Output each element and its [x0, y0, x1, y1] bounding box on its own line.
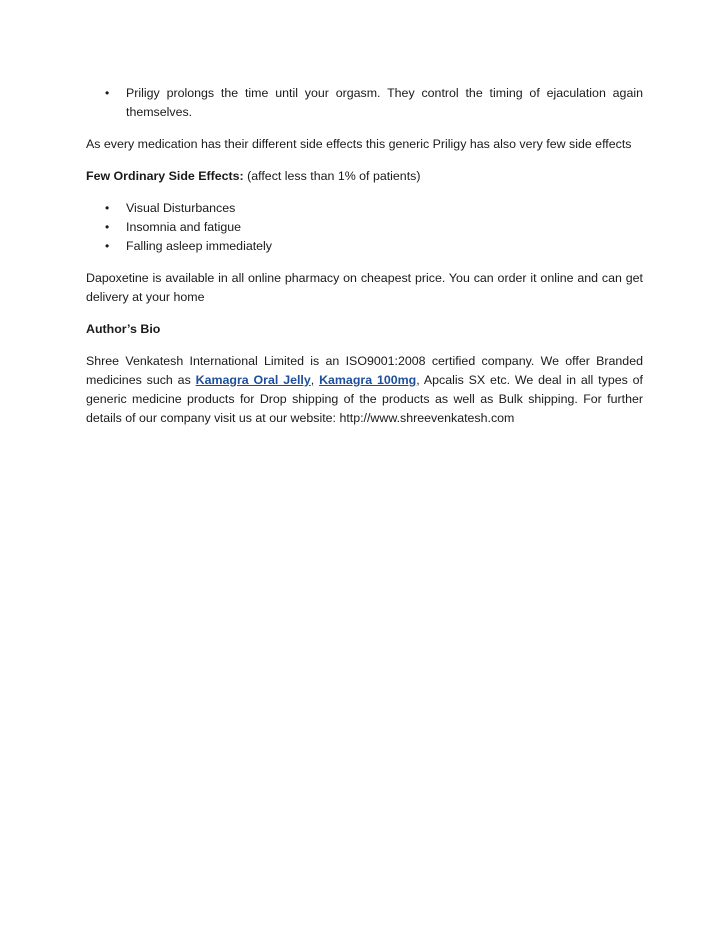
bullet-icon: •	[105, 239, 110, 253]
list-item	[86, 218, 643, 237]
availability-paragraph: Dapoxetine is available in all online pharmacy on cheapest price. You can order it online and can get delivery at your home	[86, 271, 643, 304]
bullet-icon: •	[105, 201, 110, 215]
bio-separator: ,	[310, 373, 320, 387]
list-item-text: Insomnia and fatigue	[126, 220, 242, 234]
side-effects-heading: Few Ordinary Side Effects:	[86, 169, 244, 183]
side-effects-heading-line	[86, 167, 643, 186]
side-effects-note: (affect less than 1% of patients)	[243, 169, 421, 183]
side-effects-intro: As every medication has their different side effects this generic Priligy has also very few side effects	[86, 137, 632, 151]
side-effects-list	[86, 199, 643, 256]
list-item	[86, 199, 643, 218]
author-bio-heading: Author’s Bio	[86, 322, 161, 336]
bio-text-end: , Apcalis SX etc. We deal in all types of generic medicine products for Drop shipping of the products as well as Bulk shipping. For further details of our company visit us at our website: http://www.shreevenkatesh.com	[86, 373, 643, 425]
effects-bullet-list	[86, 84, 643, 122]
list-item-text: Priligy prolongs the time until your orgasm. They control the timing of ejaculation again themselves.	[126, 86, 643, 119]
bullet-icon: •	[105, 220, 110, 234]
bio-text-start: Shree Venkatesh International Limited is an ISO9001:2008 certified company. We offer Branded medicines such as	[86, 354, 643, 387]
kamagra-100mg-link[interactable]: Kamagra 100mg	[319, 373, 417, 387]
kamagra-oral-jelly-link[interactable]: Kamagra Oral Jelly	[195, 373, 311, 387]
bullet-icon: •	[105, 86, 110, 100]
list-item	[86, 237, 643, 256]
list-item-text: Falling asleep immediately	[126, 239, 273, 253]
list-item-text: Visual Disturbances	[126, 201, 236, 215]
document-body	[86, 84, 643, 441]
list-item	[86, 84, 643, 122]
author-bio-paragraph	[86, 352, 643, 428]
